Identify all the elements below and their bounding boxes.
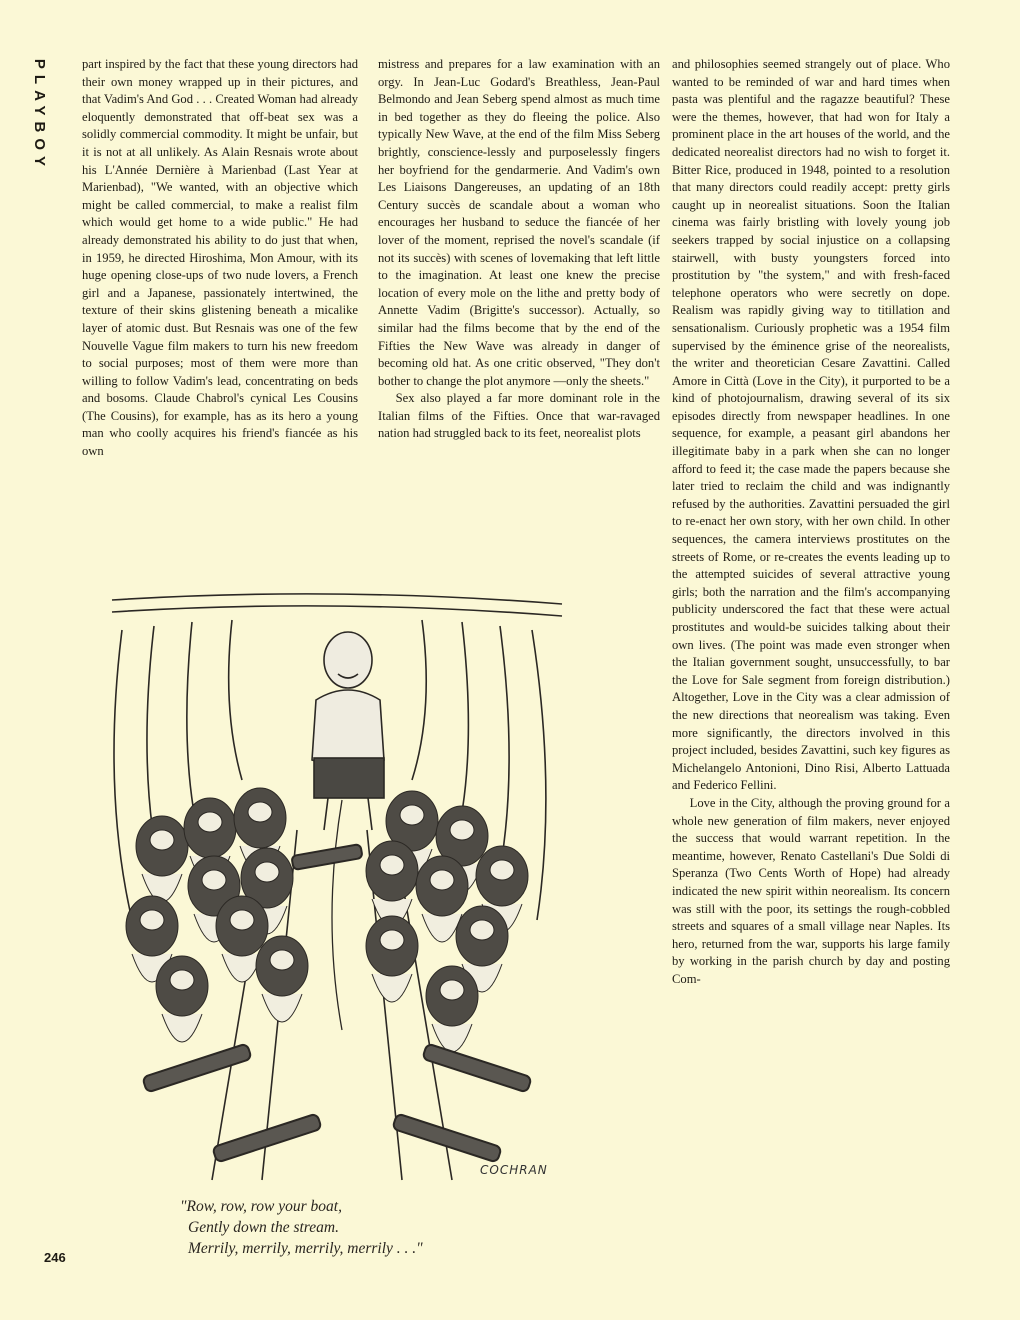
galley-rowers-drawing xyxy=(92,590,570,1190)
page-number: 246 xyxy=(44,1250,66,1265)
column-1-paragraph-1: part inspired by the fact that these young directors had their own money wrapped up in their pictures, and that Vadim's And God . . . Created Woman had already eloquently demonstrated that off-beat sex was a solidly commercial commodity. It might be unfair, but it is not at all unlikely. As Alain Resnais wrote about his L'Année Dernière à Marienbad (Last Year at Marienbad), "We wanted, with an objective which might be called commercial, to make a realist film which would get home to a wide public." He had already demonstrated his ability to do just that when, in 1959, he directed Hiroshima, Mon Amour, with its huge opening close-ups of two nude lovers, a French girl and a Japanese, passionately intertwined, the texture of their skins glistening beneath a micalike layer of atomic dust. But Resnais was one of the few Nouvelle Vague film makers to turn his new freedom to social purposes; most of them were more than willing to follow Vadim's lead, concentrating on beds and bosoms. Claude Chabrol's cynical Les Cousins (The Cousins), for example, has as its hero a young man who coolly acquires his friend's fiancée as his own xyxy=(82,57,358,459)
rowers-group xyxy=(126,788,528,1052)
column-3-paragraph-2: Love in the City, although the proving ground for a whole new generation of film makers, never enjoyed the success that would warrant repetition. In the meantime, however, Renato Castellani's Due Soldi di Speranza (Two Cents Worth of Hope) had already indicated the new spirit within neorealism. Its concern was still with the poor, its settings the rough-cobbled streets and squares of a small village near Naples. Its hero, returned from the war, supports his large family by working in the parish church by day and posting Com- xyxy=(672,795,950,986)
text-column-3 xyxy=(672,56,950,988)
rower-figure xyxy=(156,956,208,1042)
rower-figure xyxy=(366,841,418,927)
rower-figure xyxy=(426,966,478,1052)
caption-line-2: Gently down the stream. xyxy=(188,1219,339,1236)
rower-figure xyxy=(256,936,308,1022)
text-column-1 xyxy=(82,56,358,461)
cartoon-caption xyxy=(180,1196,560,1259)
masthead-text: PLAYBOY xyxy=(31,58,49,172)
rower-figure xyxy=(366,916,418,1002)
column-2-paragraph-2: Sex also played a far more dominant role in the Italian films of the Fifties. Once that war-ravaged nation had struggled back to its feet, neorealist plots xyxy=(378,391,660,441)
rower-figure xyxy=(136,816,188,902)
caption-line-1: "Row, row, row your boat, xyxy=(180,1198,342,1215)
cartoonist-signature: COCHRAN xyxy=(480,1163,548,1177)
cartoon-illustration xyxy=(92,590,570,1190)
text-column-2 xyxy=(378,56,660,443)
column-3-paragraph-1: and philosophies seemed strangely out of place. Who wanted to be reminded of war and hard times when pasta was plentiful and the ragazze beautiful? These were the themes, however, that had won for Italy a prominent place in the art houses of the world, and the dedicated neorealist directors had no wish to forget it. Bitter Rice, produced in 1948, pointed to a resolution that many directors could readily accept: pretty girls caught up in neorealist situations. Soon the Italian cinema was fairly bristling with lovely young job seekers trapped by social injustice on a collapsing stairwell, with busty youngsters forced into prostitution by "the system," and with fresh-faced telephone operators who were secretly on dope. Realism was rapidly giving way to titillation and sensationalism. Curiously prophetic was a 1954 film supervised by the éminence grise of the neorealists, the writer and theoretician Cesare Zavattini. Called Amore in Città (Love in the City), it purported to be a kind of photojournalism, drawing several of its six episodes directly from newspaper headlines. In one sequence, for example, a peasant girl abandons her illegitimate baby in a park when she can no longer afford to feed it; the case made the papers because she later tried to reclaim the child and was indignantly refused by the authorities. Zavattini persuaded the girl to re-enact her own story, with her own child. In other sequences, the camera interviews prostitutes on the streets of Rome, or re-creates the events leading up to the attempted suicides of several attractive young girls; both the narration and the film's accompanying publicity underscored the fact that these were actual prostitutes and would-be suicides talking about their own lives. (The point was made even stronger when the Italian government sought, unsuccessfully, to bar the Love for Sale segment from foreign distribution.) Altogether, Love in the City was a clear admission of the new directions that neorealism was taking. Even more significantly, the directors involved in this project included, besides Zavattini, such key figures as Michelangelo Antonioni, Dino Risi, Alberto Lattuada and Federico Fellini. xyxy=(672,57,950,793)
caption-line-3: Merrily, merrily, merrily, merrily . . ." xyxy=(188,1240,423,1257)
column-2-paragraph-1: mistress and prepares for a law examination with an orgy. In Jean-Luc Godard's Breathless, Jean-Paul Belmondo and Jean Seberg spend almost as much time in bed together as they do fleeing the police. Also typically New Wave, at the end of the film Miss Seberg brightly, conscience-lessly and purposelessly fingers her boyfriend for the gendarmerie. And Vadim's own Les Liaisons Dangereuses, an updating of an 18th Century succès de scandale about a woman who encourages her husband to seduce the fiancée of her lover of the moment, reprised the novel's scandale (if not its succès) with scenes of lovemaking that left little to the imagination. At least one knew the precise location of every mole on the lithe and pretty body of Annette Vadim (Brigitte's successor). Actually, so similar had the films become that by the end of the Fifties the New Wave was already in danger of becoming old hat. As one critic observed, "They don't bother to change the plot anymore —only the sheets." xyxy=(378,57,660,388)
magazine-masthead xyxy=(22,50,58,180)
